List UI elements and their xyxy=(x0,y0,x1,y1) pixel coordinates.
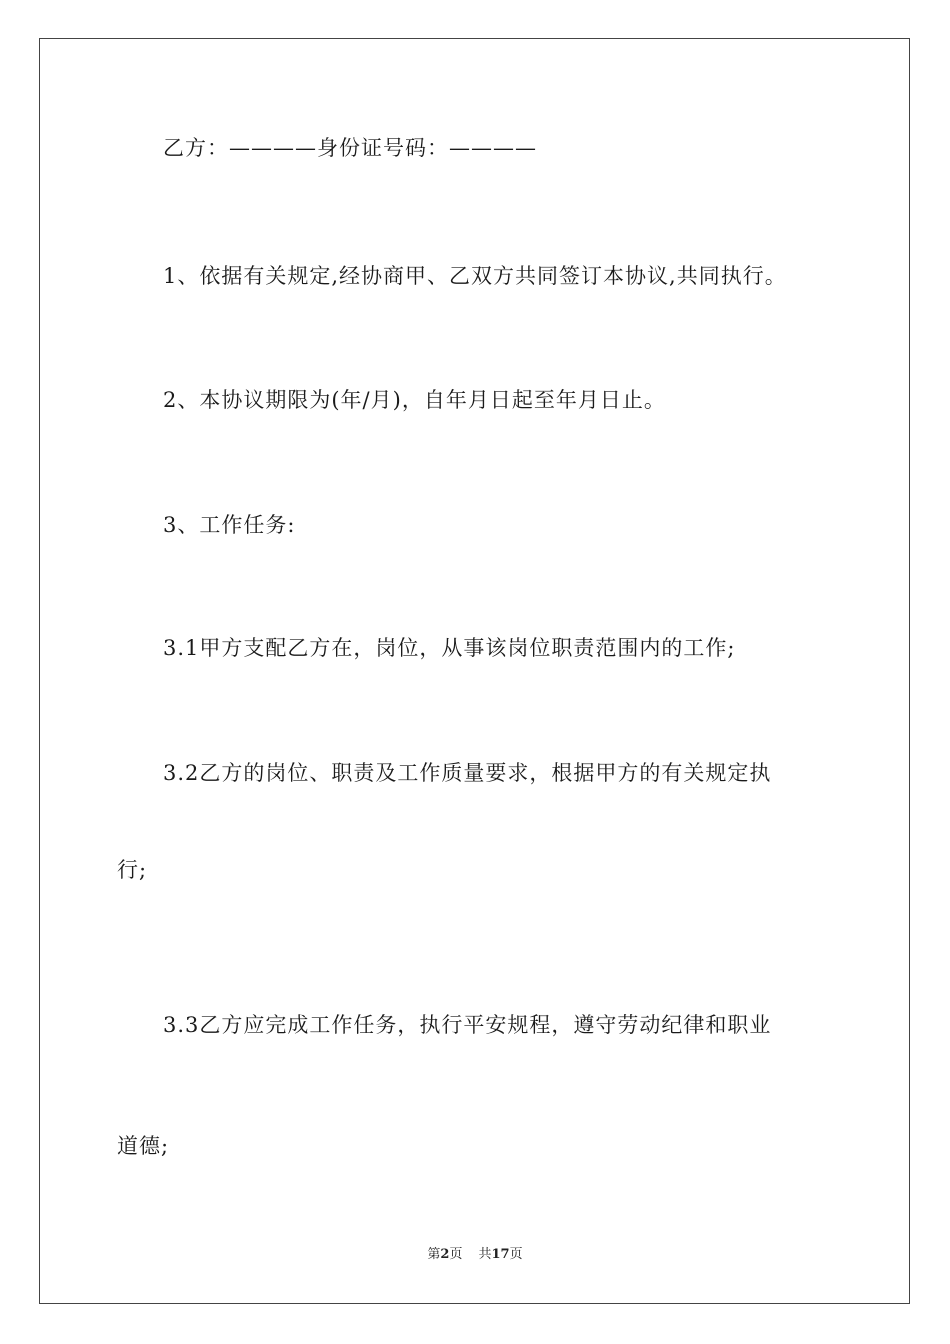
party-b-id-line: 乙方：————身份证号码：———— xyxy=(163,136,537,160)
clause-3-3-continued: 道德; xyxy=(117,1134,170,1158)
clause-1: 1、依据有关规定,经协商甲、乙双方共同签订本协议,共同执行。 xyxy=(163,264,787,288)
page-border xyxy=(39,38,910,1304)
page-number: 2 xyxy=(440,1247,450,1262)
clause-3-3: 3.3乙方应完成工作任务，执行平安规程，遵守劳动纪律和职业 xyxy=(163,1013,772,1037)
page-footer xyxy=(0,1246,950,1264)
clause-2: 2、本协议期限为(年/月)，自年月日起至年月日止。 xyxy=(163,388,666,412)
clause-3-2: 3.2乙方的岗位、职责及工作质量要求，根据甲方的有关规定执 xyxy=(163,761,772,785)
clause-3-2-continued: 行; xyxy=(117,858,148,882)
page-suffix: 页 xyxy=(449,1247,463,1262)
clause-3-heading: 3、工作任务: xyxy=(163,513,296,537)
total-suffix: 页 xyxy=(509,1247,523,1262)
clause-3-1: 3.1甲方支配乙方在，岗位，从事该岗位职责范围内的工作; xyxy=(163,636,736,660)
total-pages: 17 xyxy=(491,1247,510,1262)
page-prefix: 第 xyxy=(427,1247,441,1262)
total-prefix: 共 xyxy=(478,1247,492,1262)
